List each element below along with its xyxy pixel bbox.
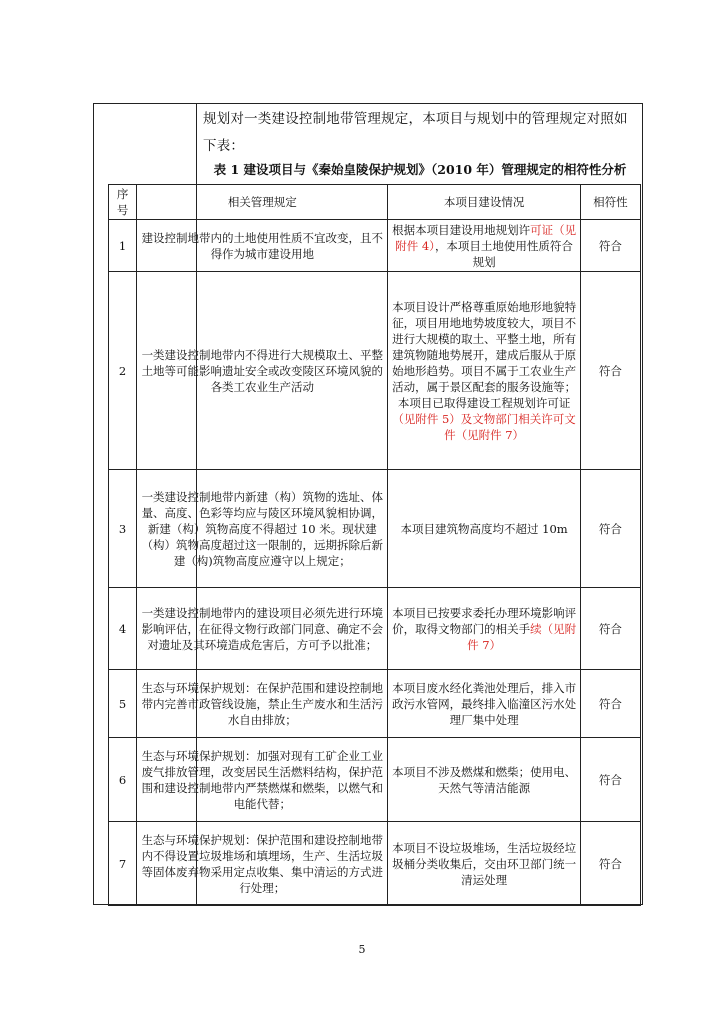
table-row (109, 822, 641, 906)
row-rule: 生态与环境保护规划：保护范围和建设控制地带内不得设置垃圾堆场和填埋场，生产、生活垃圾等固体废弃物采用定点收集、集中清运的方式进行处理； (137, 822, 388, 906)
row-result: 符合 (580, 822, 640, 906)
header-status: 本项目建设情况 (388, 185, 580, 220)
row-no: 3 (109, 470, 137, 588)
table-title: 表 1 建设项目与《秦始皇陵保护规划》（2010 年）管理规定的相符性分析 (213, 162, 627, 177)
table-row (109, 588, 641, 670)
row-status: 本项目不设垃圾堆场，生活垃圾经垃圾桶分类收集后，交由环卫部门统一清运处理 (388, 822, 580, 906)
row-rule: 一类建设控制地带内新建（构）筑物的选址、体量、高度、色彩等均应与陵区环境风貌相协调，新建（构）筑物高度不得超过 10 米。现状建（构）筑物高度超过这一限制的，远期拆除后新建（构)筑物高度应遵守以上规定； (137, 470, 388, 588)
attachment-reference: 续（见附件 7） (467, 621, 577, 652)
header-result: 相符性 (580, 185, 640, 220)
row-result: 符合 (580, 588, 640, 670)
row-rule: 生态与环境保护规划：在保护范围和建设控制地带内完善市政管线设施，禁止生产废水和生活污水自由排放； (137, 670, 388, 738)
row-no: 2 (109, 272, 137, 470)
table-row (109, 738, 641, 822)
row-status: 本项目设计严格尊重原始地形地貌特征，项目用地地势坡度较大，项目不进行大规模的取土、平整土地，所有建筑物随地势展开，建成后服从于原始地形趋势。项目不属于工农业生产活动，属于景区配套的服务设施等；本项目已取得建设工程规划许可证（见附件 5）及文物部门相关许可文件（见附件 7） (388, 272, 580, 470)
row-no: 7 (109, 822, 137, 906)
row-result: 符合 (580, 470, 640, 588)
row-status: 本项目已按要求委托办理环境影响评价，取得文物部门的相关手续（见附件 7） (388, 588, 580, 670)
row-status: 根据本项目建设用地规划许可证（见附件 4），本项目土地使用性质符合规划 (388, 220, 580, 272)
attachment-reference: （见附件 5）及文物部门相关许可文件（见附件 7） (392, 411, 576, 442)
row-rule: 生态与环境保护规划：加强对现有工矿企业工业废气排放管理，改变居民生活燃料结构，保护范围和建设控制地带内严禁燃煤和燃柴，以燃气和电能代替； (137, 738, 388, 822)
table-row (109, 272, 641, 470)
row-result: 符合 (580, 738, 640, 822)
row-no: 1 (109, 220, 137, 272)
table-row (109, 670, 641, 738)
row-rule: 建设控制地带内的土地使用性质不宜改变，且不得作为城市建设用地 (137, 220, 388, 272)
row-result: 符合 (580, 670, 640, 738)
page-number: 5 (358, 943, 366, 956)
header-no: 序号 (109, 185, 137, 220)
compliance-table (108, 184, 641, 906)
row-no: 5 (109, 670, 137, 738)
table-row (109, 470, 641, 588)
row-status: 本项目废水经化粪池处理后，排入市政污水管网，最终排入临潼区污水处理厂集中处理 (388, 670, 580, 738)
row-no: 4 (109, 588, 137, 670)
attachment-reference: 可证（见附件 4） (395, 222, 577, 253)
content-column (197, 104, 643, 183)
row-rule: 一类建设控制地带内不得进行大规模取土、平整土地等可能影响遗址安全或改变陵区环境风貌的各类工农业生产活动 (137, 272, 388, 470)
row-status: 本项目不涉及燃煤和燃柴；使用电、天然气等清洁能源 (388, 738, 580, 822)
row-no: 6 (109, 738, 137, 822)
row-result: 符合 (580, 272, 640, 470)
intro-paragraph: 规划对一类建设控制地带管理规定，本项目与规划中的管理规定对照如下表： (203, 111, 628, 154)
row-status: 本项目建筑物高度均不超过 10m (388, 470, 580, 588)
header-rule: 相关管理规定 (137, 185, 388, 220)
row-rule: 一类建设控制地带内的建设项目必须先进行环境影响评估，在征得文物行政部门同意、确定不会对遗址及其环境造成危害后，方可予以批准； (137, 588, 388, 670)
row-result: 符合 (580, 220, 640, 272)
table-row (109, 220, 641, 272)
table-header-row (109, 185, 641, 220)
